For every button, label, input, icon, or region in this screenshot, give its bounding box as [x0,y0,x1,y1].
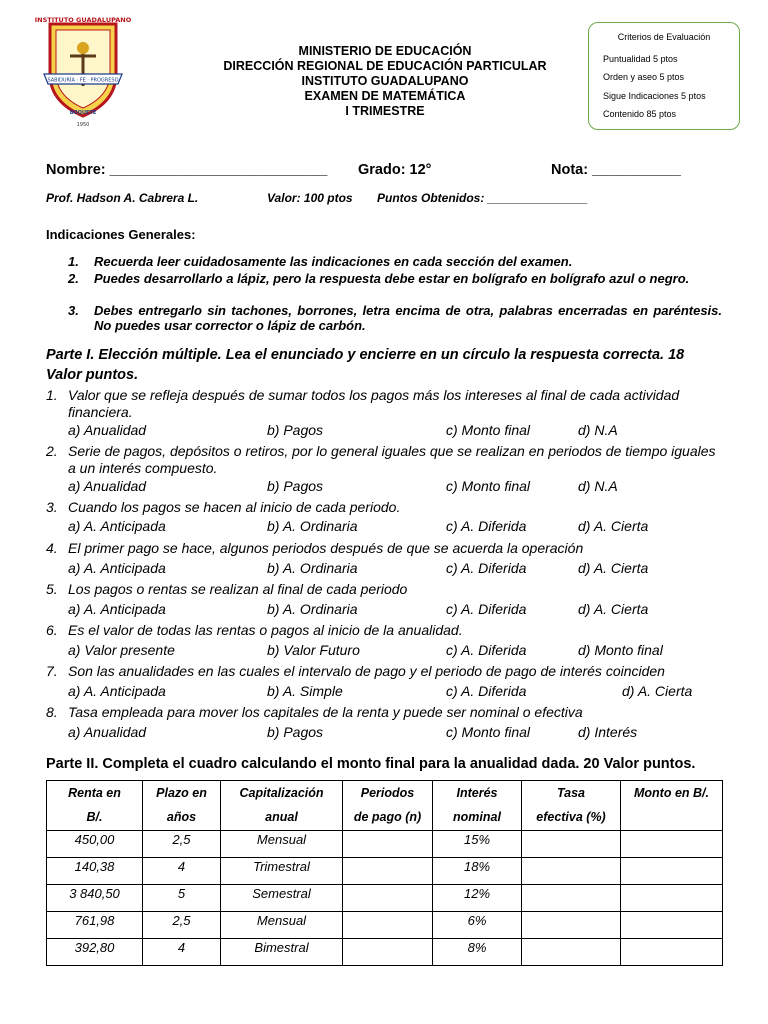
question-text: El primer pago se hace, algunos periodos después de que se acuerda la operación [68,540,584,556]
answer-option[interactable]: a) Anualidad [68,478,147,494]
question-text: Cuando los pagos se hacen al inicio de cada periodo. [68,499,401,515]
answer-option[interactable]: a) A. Anticipada [68,560,166,576]
question-text: Tasa empleada para mover los capitales de la renta y puede ser nominal o efectiva [68,704,583,720]
answer-option[interactable]: c) A. Diferida [446,601,527,617]
logo-top-text: INSTITUTO GUADALUPANO [34,16,132,24]
question-number: 2. [46,443,58,459]
header-line: B/. [86,810,103,824]
answer-option[interactable]: b) A. Ordinaria [267,518,358,534]
header-line: Renta en [68,786,121,800]
logo-ribbon: SABIDURÍA · FE · PROGRESO [47,77,119,84]
table-cell[interactable] [522,858,621,885]
answer-option[interactable]: b) A. Simple [267,683,343,699]
table-cell: 761,98 [47,912,143,939]
indicaciones-title: Indicaciones Generales: [46,227,196,242]
criteria-item: Orden y aseo 5 ptos [603,72,685,82]
answer-option[interactable]: d) N.A [578,422,618,438]
indicacion-text: Puedes desarrollarlo a lápiz, pero la respuesta debe estar en bolígrafo en bolígrafo azul o negro. [94,271,690,286]
valor-label: Valor: 100 ptos [267,191,353,205]
profesor-label: Prof. Hadson A. Cabrera L. [46,191,199,205]
answer-option[interactable]: d) A. Cierta [622,683,693,699]
header-line: Tasa [556,786,586,800]
table-cell: Mensual [221,912,343,939]
answer-option[interactable]: c) Monto final [446,478,531,494]
criteria-box [588,22,740,130]
answer-option[interactable]: b) A. Ordinaria [267,601,358,617]
question-number: 6. [46,622,58,638]
table-cell[interactable] [621,858,723,885]
question-text: Valor que se refleja después de sumar todos los pagos más los intereses al final de cada actividad financiera. [68,387,680,420]
criteria-item: Puntualidad 5 ptos [603,54,678,64]
answer-option[interactable]: d) A. Cierta [578,601,649,617]
table-header-cell [221,781,343,831]
answer-option[interactable]: d) Interés [578,724,638,740]
school-logo [34,16,132,128]
header-line-examen: EXAMEN DE MATEMÁTICA [304,89,466,103]
document-header [180,44,590,119]
indicacion-item: 2. Puedes desarrollarlo a lápiz, pero la respuesta debe estar en bolígrafo en bolígrafo azul o negro. [46,271,722,301]
table-cell[interactable] [621,912,723,939]
table-cell: 450,00 [47,831,143,858]
answer-option[interactable]: c) Monto final [446,724,531,740]
table-header-cell [522,781,621,831]
answer-option[interactable]: a) A. Anticipada [68,601,166,617]
table-header-cell [343,781,433,831]
answer-option[interactable]: a) Anualidad [68,422,147,438]
table-cell: Semestral [221,885,343,912]
table-cell: 140,38 [47,858,143,885]
parte2-title: Parte II. Completa el cuadro calculando el monto final para la anualidad dada. 20 Valor puntos. [46,756,696,772]
indicacion-item: 1. Recuerda leer cuidadosamente las indicaciones en cada sección del examen. [46,254,722,269]
answer-option[interactable]: b) Pagos [267,478,324,494]
table-row [47,912,723,939]
table-cell[interactable] [621,939,723,966]
question-number: 5. [46,581,58,597]
answer-option[interactable]: c) A. Diferida [446,560,527,576]
annuity-table [46,780,723,966]
table-cell[interactable] [343,939,433,966]
answer-option[interactable]: b) Pagos [267,422,324,438]
table-cell[interactable] [343,912,433,939]
answer-option[interactable]: d) N.A [578,478,618,494]
table-cell: 12% [433,885,522,912]
header-line-ministerio: MINISTERIO DE EDUCACIÓN [298,44,472,58]
header-line-instituto: INSTITUTO GUADALUPANO [301,74,469,88]
table-header-cell [621,781,723,831]
table-cell[interactable] [522,939,621,966]
answer-option[interactable]: d) A. Cierta [578,518,649,534]
header-line: Plazo en [156,786,207,800]
table-cell[interactable] [522,831,621,858]
question-text: Los pagos o rentas se realizan al final de cada periodo [68,581,408,597]
answer-option[interactable]: d) Monto final [578,642,663,658]
answer-option[interactable]: c) A. Diferida [446,518,527,534]
question-number: 4. [46,540,58,556]
header-line-direccion: DIRECCIÓN REGIONAL DE EDUCACIÓN PARTICULAR [223,59,547,73]
nombre-field[interactable]: Nombre: ___________________________ [46,162,328,178]
table-cell: 6% [433,912,522,939]
table-row [47,885,723,912]
logo-bottom-text: BOQUETE [69,110,97,116]
question-text: Es el valor de todas las rentas o pagos al inicio de la anualidad. [68,622,463,638]
table-cell: 4 [143,939,221,966]
header-line: Monto en B/. [634,786,709,800]
answer-option[interactable]: c) A. Diferida [446,642,527,658]
answer-option[interactable]: c) A. Diferida [446,683,527,699]
grado-label: Grado: 12° [358,162,432,178]
table-cell: 2,5 [143,831,221,858]
puntos-obtenidos-field[interactable]: Puntos Obtenidos: _______________ [377,191,588,205]
table-row [47,939,723,966]
table-cell[interactable] [522,912,621,939]
logo-year: 1950 [76,122,90,128]
table-cell[interactable] [343,831,433,858]
header-line-trimestre: I TRIMESTRE [345,104,425,118]
criteria-item: Contenido 85 ptos [603,109,677,119]
table-cell[interactable] [522,885,621,912]
header-line: nominal [453,810,501,824]
indicacion-item: 3. Debes entregarlo sin tachones, borrones, letra encima de otra, palabras encerradas en paréntesis. No puedes usar corrector o lápiz de carbón. [68,303,722,333]
table-row [47,831,723,858]
answer-option[interactable]: a) A. Anticipada [68,683,166,699]
nota-field[interactable]: Nota: ___________ [551,162,681,178]
criteria-item: Sigue Indicaciones 5 ptos [603,91,706,101]
table-cell[interactable] [343,858,433,885]
table-row [47,858,723,885]
header-line: Interés [456,786,498,800]
table-cell: Mensual [221,831,343,858]
indicacion-text: Debes entregarlo sin tachones, borrones, letra encima de otra, palabras encerradas en paréntesis. No puedes usar corrector o lápiz de carbón. [94,303,722,333]
answer-option[interactable]: b) Valor Futuro [267,642,360,658]
question-number: 8. [46,704,58,720]
table-cell: 5 [143,885,221,912]
table-header-cell [143,781,221,831]
table-cell[interactable] [621,831,723,858]
answer-option[interactable]: b) A. Ordinaria [267,560,358,576]
table-cell: Bimestral [221,939,343,966]
header-line: de pago (n) [353,810,422,824]
table-cell: 392,80 [47,939,143,966]
header-line: años [166,810,197,824]
indicacion-text: Recuerda leer cuidadosamente las indicaciones en cada sección del examen. [94,254,573,269]
header-line: efectiva (%) [536,810,606,824]
table-header-cell [47,781,143,831]
question-text: Serie de pagos, depósitos o retiros, por lo general iguales que se realizan en periodos de tiempo iguales a un interés compuesto. [68,443,716,476]
table-cell[interactable] [621,885,723,912]
question-number: 3. [46,499,58,515]
table-cell: 18% [433,858,522,885]
table-cell[interactable] [343,885,433,912]
answer-option[interactable]: a) Valor presente [68,642,175,658]
answer-option[interactable]: a) Anualidad [68,724,147,740]
question-number: 1. [46,387,58,403]
parte1-title: Parte I. Elección múltiple. Lea el enunciado y encierre en un círculo la respuesta correcta. 18 Valor puntos. [46,347,685,383]
table-header-cell [433,781,522,831]
answer-option[interactable]: a) A. Anticipada [68,518,166,534]
answer-option[interactable]: d) A. Cierta [578,560,649,576]
header-line: Capitalización [239,786,324,800]
table-cell: 3 840,50 [47,885,143,912]
table-header-row [47,781,723,831]
question-number: 7. [46,663,58,679]
table-cell: 8% [433,939,522,966]
table-cell: Trimestral [221,858,343,885]
answer-option[interactable]: c) Monto final [446,422,531,438]
table-cell: 2,5 [143,912,221,939]
table-cell: 4 [143,858,221,885]
criteria-title: Criterios de Evaluación [617,32,711,42]
answer-option[interactable]: b) Pagos [267,724,324,740]
header-line: Periodos [360,786,415,800]
header-line: anual [265,810,298,824]
table-cell: 15% [433,831,522,858]
question-text: Son las anualidades en las cuales el intervalo de pago y el periodo de pago de interés coinciden [68,663,665,679]
